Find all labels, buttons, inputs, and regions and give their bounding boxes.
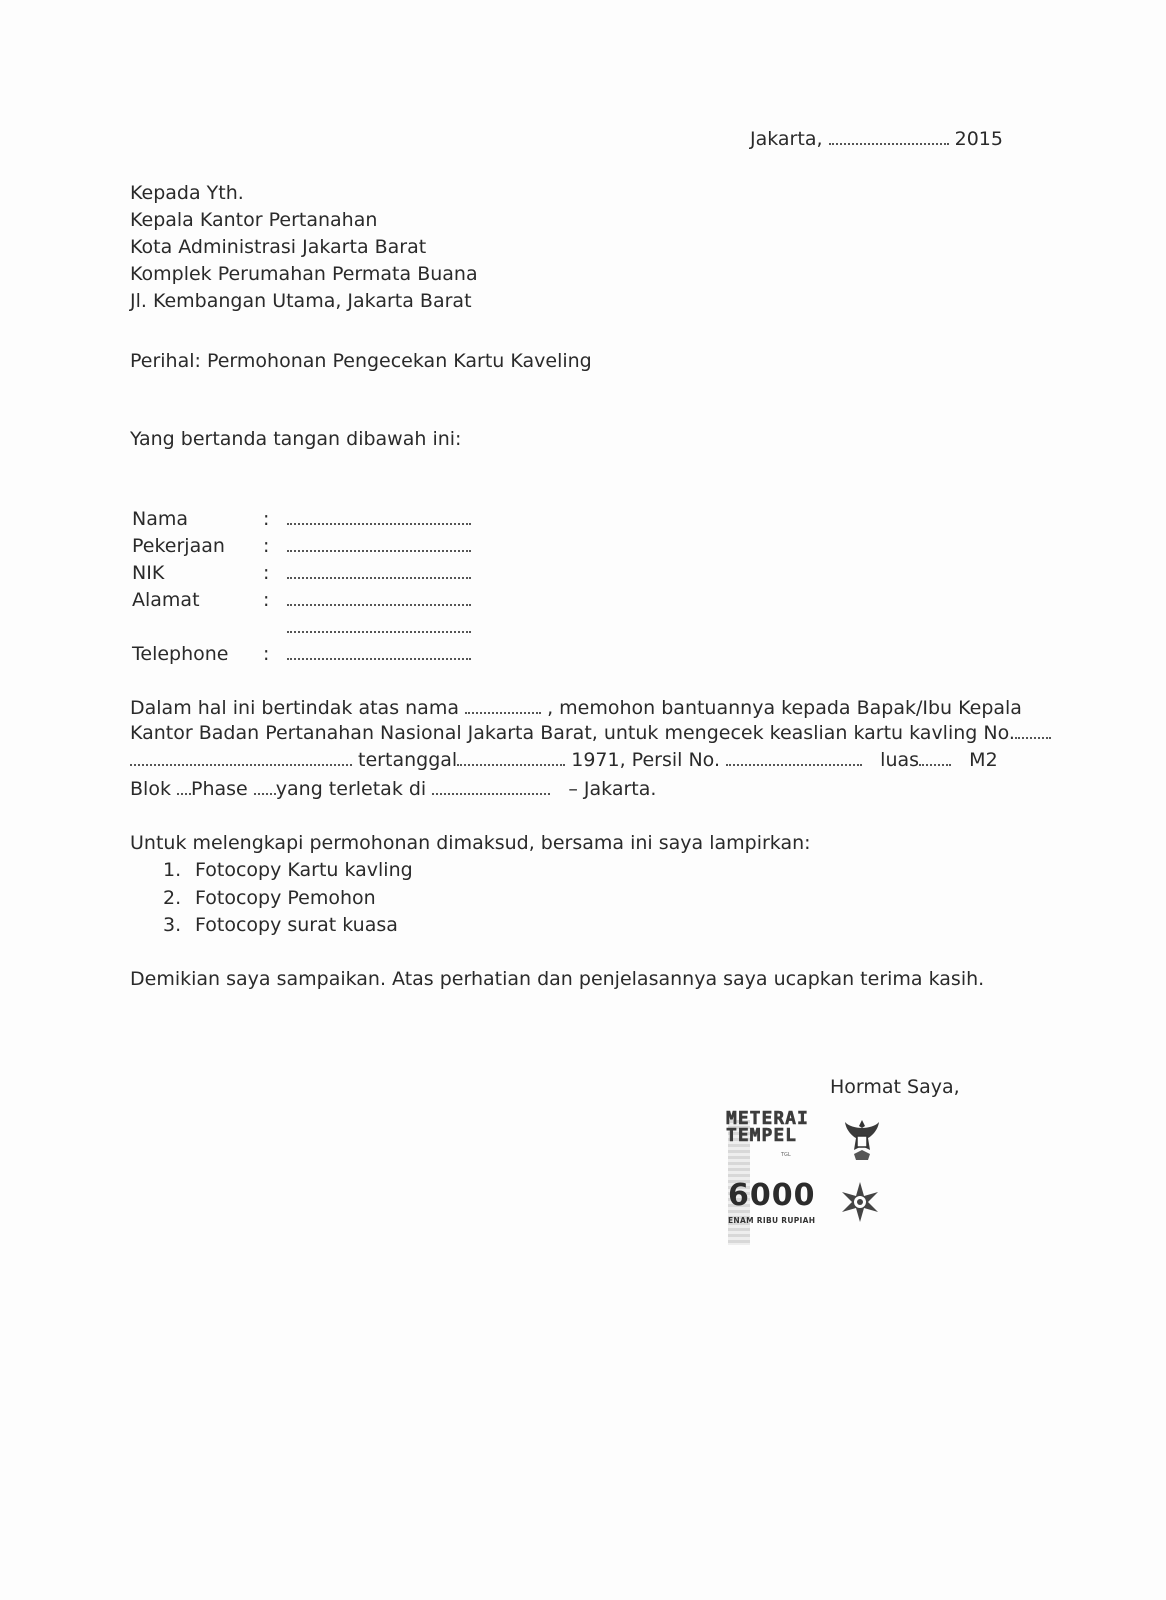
body-text: , memohon bantuannya kepada Bapak/Ibu Kepala <box>547 697 1022 719</box>
body-blank <box>457 750 565 766</box>
form-label: Alamat <box>132 589 200 611</box>
intro-line: Yang bertanda tangan dibawah ini: <box>130 428 462 450</box>
body-text: M2 <box>969 749 998 771</box>
body-text: luas <box>880 749 920 771</box>
form-blank <box>287 523 471 525</box>
body-line-3 <box>130 748 998 772</box>
stamp-subtitle: TEMPEL <box>726 1125 798 1146</box>
body-text: Blok <box>130 778 171 800</box>
list-item <box>163 913 443 937</box>
body-line-4 <box>130 777 656 801</box>
date-blank <box>829 129 949 145</box>
body-blank <box>254 779 276 795</box>
body-text: yang terletak di <box>275 778 427 800</box>
list-number: 3. <box>163 914 182 936</box>
recipient-line-5: Jl. Kembangan Utama, Jakarta Barat <box>130 290 472 312</box>
recipient-line-2: Kepala Kantor Pertanahan <box>130 209 378 231</box>
form-row-pekerjaan <box>132 534 492 558</box>
form-row-alamat-2 <box>132 615 492 639</box>
body-blank <box>1015 723 1051 739</box>
form-row-nik <box>132 561 492 585</box>
body-blank <box>919 750 951 766</box>
garuda-emblem-icon <box>842 1116 882 1164</box>
body-text: Phase <box>191 778 248 800</box>
body-text: Dalam hal ini bertindak atas nama <box>130 697 459 719</box>
list-number: 1. <box>163 859 182 881</box>
list-item <box>163 858 443 882</box>
form-blank <box>287 604 471 606</box>
body-text: tertanggal <box>358 749 458 771</box>
stamp-title: METERAI <box>726 1108 809 1129</box>
list-text: Fotocopy Pemohon <box>195 887 376 909</box>
date-year: 2015 <box>954 128 1003 150</box>
closing-line: Demikian saya sampaikan. Atas perhatian dan penjelasannya saya ucapkan terima kasih. <box>130 968 985 990</box>
form-colon: : <box>263 508 270 530</box>
form-label: Nama <box>132 508 189 530</box>
signature-salutation: Hormat Saya, <box>830 1076 960 1098</box>
list-number: 2. <box>163 887 182 909</box>
body-text: Kantor Badan Pertanahan Nasional Jakarta Barat, untuk mengecek keaslian kartu kavling No. <box>130 722 1015 744</box>
form-blank <box>287 550 471 552</box>
form-colon: : <box>263 535 270 557</box>
list-text: Fotocopy surat kuasa <box>195 914 398 936</box>
list-item <box>163 886 443 910</box>
form-label: Pekerjaan <box>132 535 225 557</box>
list-text: Fotocopy Kartu kavling <box>195 859 413 881</box>
form-label: NIK <box>132 562 165 584</box>
form-row-alamat <box>132 588 492 612</box>
form-label: Telephone <box>132 643 229 665</box>
body-blank <box>465 698 541 714</box>
recipient-line-1: Kepada Yth. <box>130 182 244 204</box>
subject-line: Perihal: Permohonan Pengecekan Kartu Kaveling <box>130 350 592 372</box>
body-blank <box>726 750 862 766</box>
body-blank <box>177 779 191 795</box>
stamp-value: 6000 <box>728 1178 816 1213</box>
meterai-stamp <box>726 1110 886 1260</box>
attachments-intro: Untuk melengkapi permohonan dimaksud, bersama ini saya lampirkan: <box>130 832 811 854</box>
body-text: – Jakarta. <box>568 778 657 800</box>
form-row-telephone <box>132 642 492 666</box>
body-line-2 <box>130 721 1051 745</box>
stamp-date-label: TGL <box>781 1152 791 1158</box>
form-blank <box>287 577 471 579</box>
form-colon: : <box>263 562 270 584</box>
form-blank <box>287 631 471 633</box>
body-blank <box>432 779 550 795</box>
form-blank <box>287 658 471 660</box>
body-blank <box>130 750 352 766</box>
stamp-value-words: ENAM RIBU RUPIAH <box>728 1216 816 1225</box>
date-line <box>750 127 1003 151</box>
recipient-line-3: Kota Administrasi Jakarta Barat <box>130 236 427 258</box>
body-line-1 <box>130 696 1022 720</box>
form-colon: : <box>263 589 270 611</box>
recipient-line-4: Komplek Perumahan Permata Buana <box>130 263 478 285</box>
form-row-nama <box>132 507 492 531</box>
body-text: 1971, Persil No. <box>571 749 720 771</box>
form-colon: : <box>263 643 270 665</box>
seal-star-icon <box>838 1180 882 1224</box>
date-place: Jakarta, <box>750 128 823 150</box>
